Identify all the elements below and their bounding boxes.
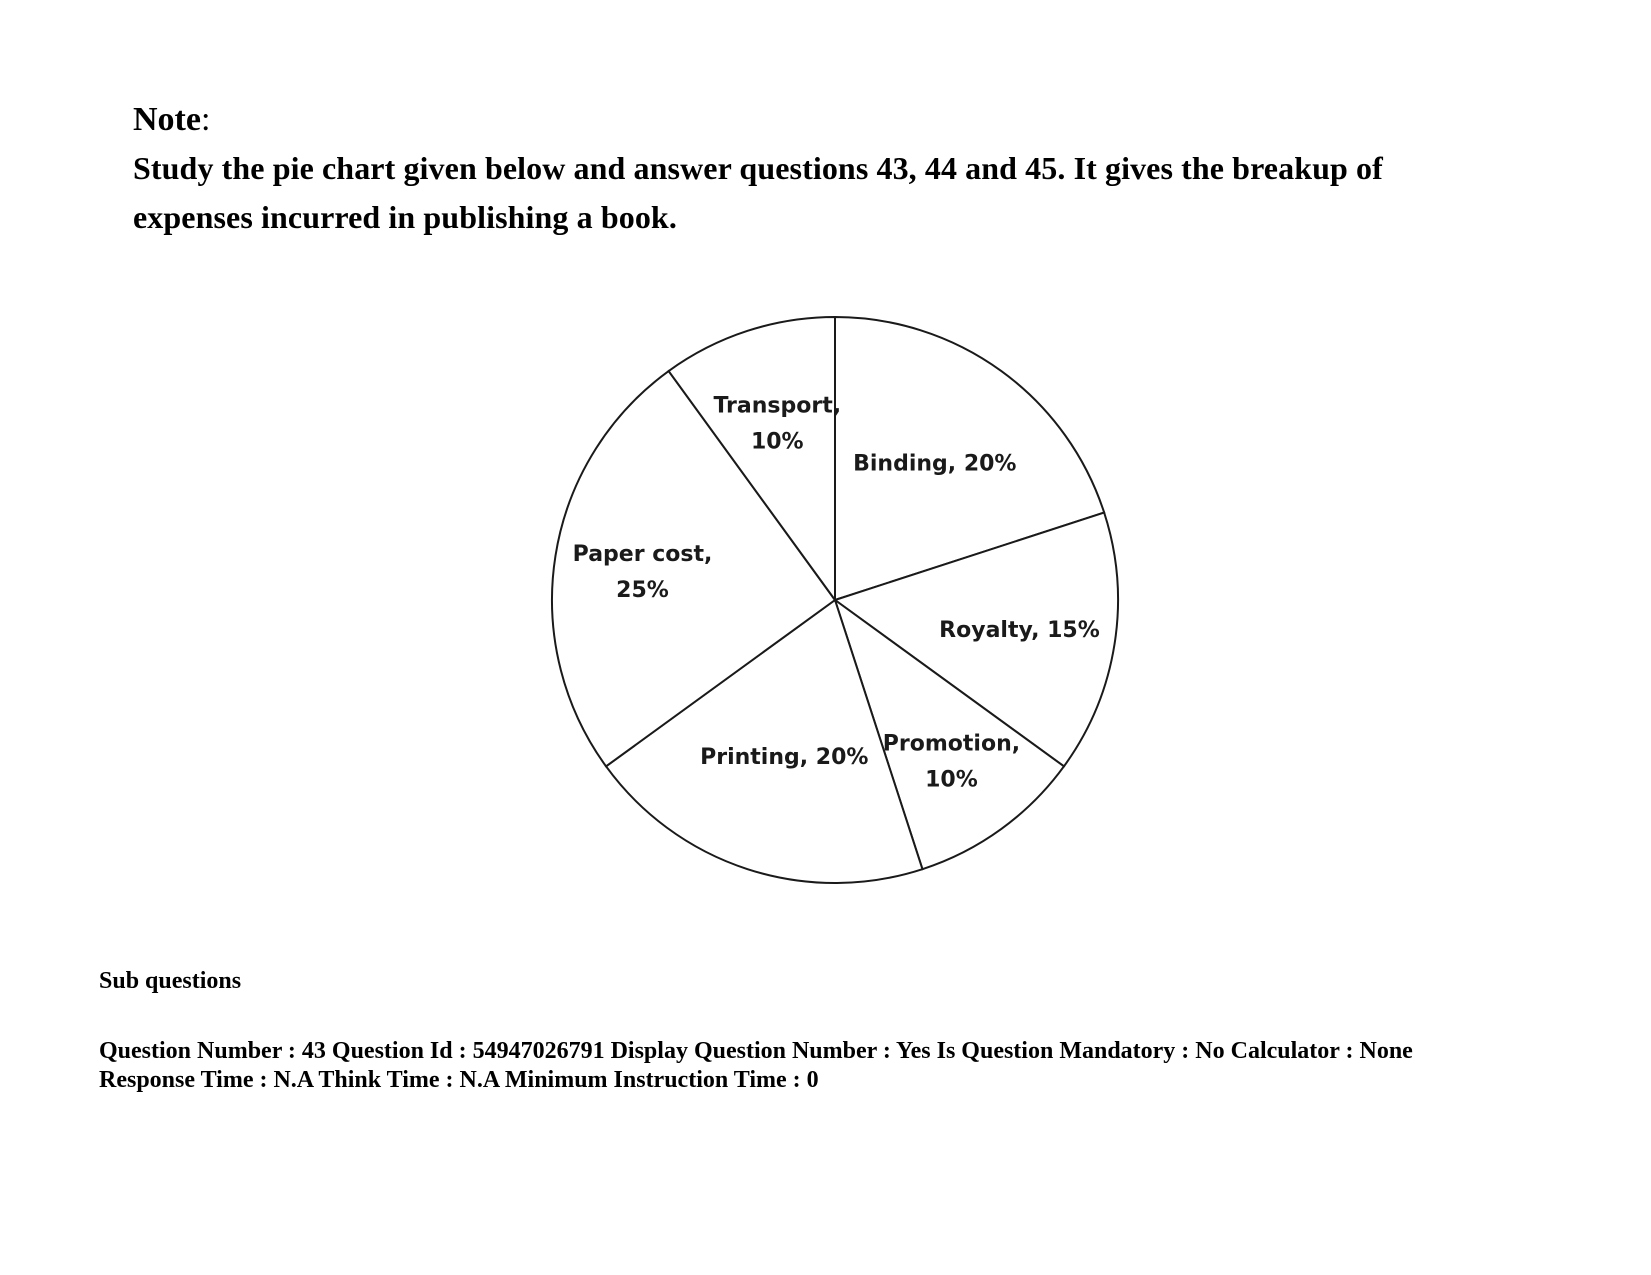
pie-chart [530, 305, 1130, 905]
pie-label-promotion-percent: 10% [925, 767, 978, 793]
sub-questions-heading: Sub questions [99, 968, 242, 994]
note-label: Note [133, 101, 201, 138]
note-block [133, 96, 1553, 242]
pie-label-binding: Binding, 20% [853, 451, 1017, 477]
note-text-line-1: Study the pie chart given below and answer questions 43, 44 and 45. It gives the breakup of [133, 150, 1383, 186]
pie-label-paper-cost: Paper cost, [572, 541, 713, 567]
question-meta-line-1: Question Number : 43 Question Id : 54947026791 Display Question Number : Yes Is Question Mandatory : No Calculator : None [99, 1038, 1413, 1064]
pie-label-transport-percent: 10% [750, 429, 804, 455]
pie-label-transport: Transport, [713, 393, 842, 419]
pie-label-paper-cost-percent: 25% [616, 577, 669, 603]
pie-label-royalty: Royalty, 15% [939, 618, 1100, 644]
note-colon: : [200, 101, 211, 138]
pie-label-promotion: Promotion, [882, 731, 1021, 757]
pie-chart-container [530, 305, 1130, 905]
pie-label-printing: Printing, 20% [700, 745, 869, 771]
note-text-line-2: expenses incurred in publishing a book. [133, 199, 677, 235]
question-meta [99, 1037, 1413, 1095]
question-meta-line-2: Response Time : N.A Think Time : N.A Minimum Instruction Time : 0 [99, 1067, 819, 1093]
note-heading [133, 96, 1553, 144]
